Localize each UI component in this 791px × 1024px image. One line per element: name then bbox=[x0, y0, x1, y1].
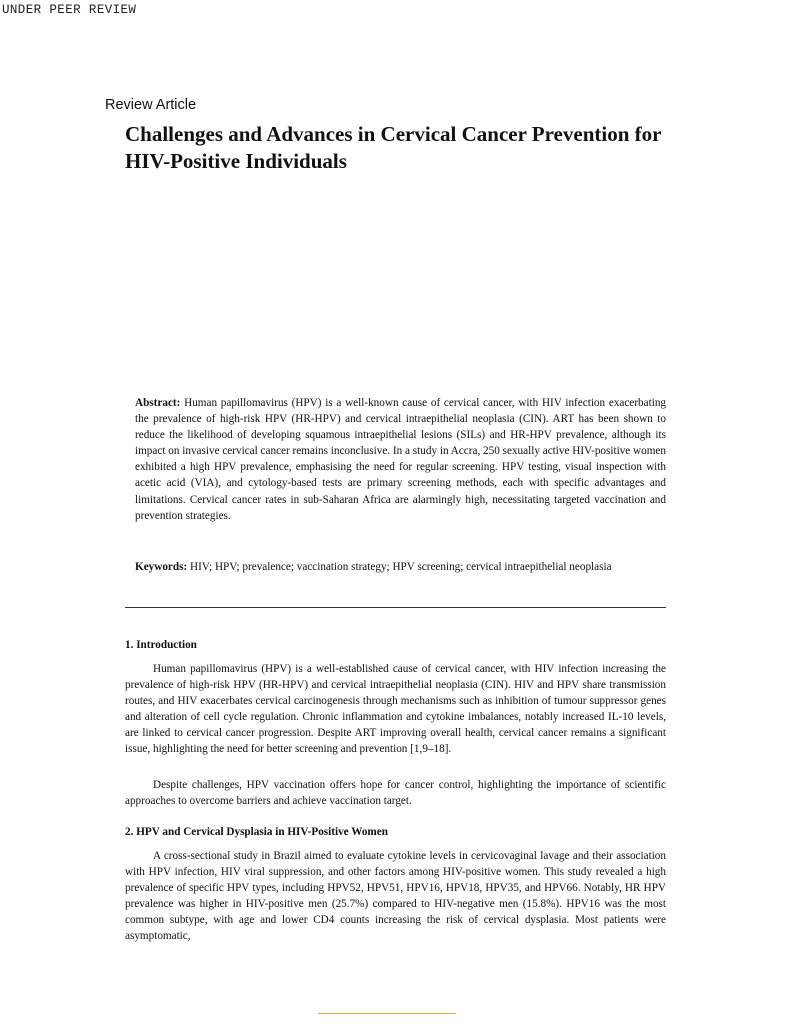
abstract-text: Human papillomavirus (HPV) is a well-known cause of cervical cancer, with HIV infection exacerbating the prevalence of high-risk HPV (HR-HPV) and cervical intraepithelial neoplasia (CIN). ART has been shown to reduce the likelihood of developing squamous intraepithelial lesions (SILs) and HR-HPV prevalence, although its impact on invasive cervical cancer remains inconclusive. In a study in Accra, 250 sexually active HIV-positive women exhibited a high HPV prevalence, emphasising the need for regular screening. HPV testing, visual inspection with acetic acid (VIA), and cytology-based tests are primary screening methods, each with specific advantages and limitations. Cervical cancer rates in sub-Saharan Africa are alarmingly high, necessitating targeted vaccination and prevention strategies. bbox=[135, 397, 667, 522]
keywords bbox=[135, 559, 666, 575]
article-type-label: Review Article bbox=[105, 97, 197, 113]
abstract bbox=[135, 395, 666, 524]
keywords-label: Keywords: bbox=[135, 561, 188, 573]
paper-title: Challenges and Advances in Cervical Cancer Prevention for HIV-Positive Individuals bbox=[125, 122, 662, 173]
abstract-divider bbox=[125, 607, 666, 608]
section-heading-introduction: 1. Introduction bbox=[125, 639, 197, 651]
peer-review-watermark: UNDER PEER REVIEW bbox=[2, 3, 137, 17]
hpv-dysplasia-paragraph-1: A cross-sectional study in Brazil aimed to evaluate cytokine levels in cervicovaginal lavage and their association with HPV infection, HIV viral suppression, and other factors among HIV-positive women. This study revealed a high prevalence of specific HPV types, including HPV52, HPV51, HPV16, HPV18, HPV35, and HPV66. Notably, HR HPV prevalence was higher in HIV-positive men (25.7%) compared to HIV-negative men (15.8%). HPV16 was the most common subtype, with age and lower CD4 counts increasing the risk of cervical dysplasia. Most patients were asymptomatic, bbox=[125, 850, 666, 943]
footer-rule bbox=[318, 1013, 456, 1014]
introduction-paragraph-1: Human papillomavirus (HPV) is a well-established cause of cervical cancer, with HIV infection increasing the prevalence of high-risk HPV (HR-HPV) and cervical intraepithelial neoplasia (CIN). HIV and HPV share transmission routes, and HIV exacerbates cervical carcinogenesis through mechanisms such as inhibition of tumour suppressor genes and alteration of cell cycle regulation. Chronic inflammation and cytokine imbalances, notably increased IL-10 levels, are linked to cervical cancer progression. Despite ART improving overall health, cervical cancer remains a significant issue, highlighting the need for better screening and prevention [1,9–18]. bbox=[125, 663, 666, 756]
section-heading-hpv-dysplasia: 2. HPV and Cervical Dysplasia in HIV-Positive Women bbox=[125, 826, 388, 838]
keywords-text: HIV; HPV; prevalence; vaccination strategy; HPV screening; cervical intraepithelial neoplasia bbox=[190, 561, 612, 573]
abstract-label: Abstract: bbox=[135, 397, 181, 409]
introduction-paragraph-2: Despite challenges, HPV vaccination offers hope for cancer control, highlighting the importance of scientific approaches to overcome barriers and achieve vaccination target. bbox=[125, 779, 666, 808]
